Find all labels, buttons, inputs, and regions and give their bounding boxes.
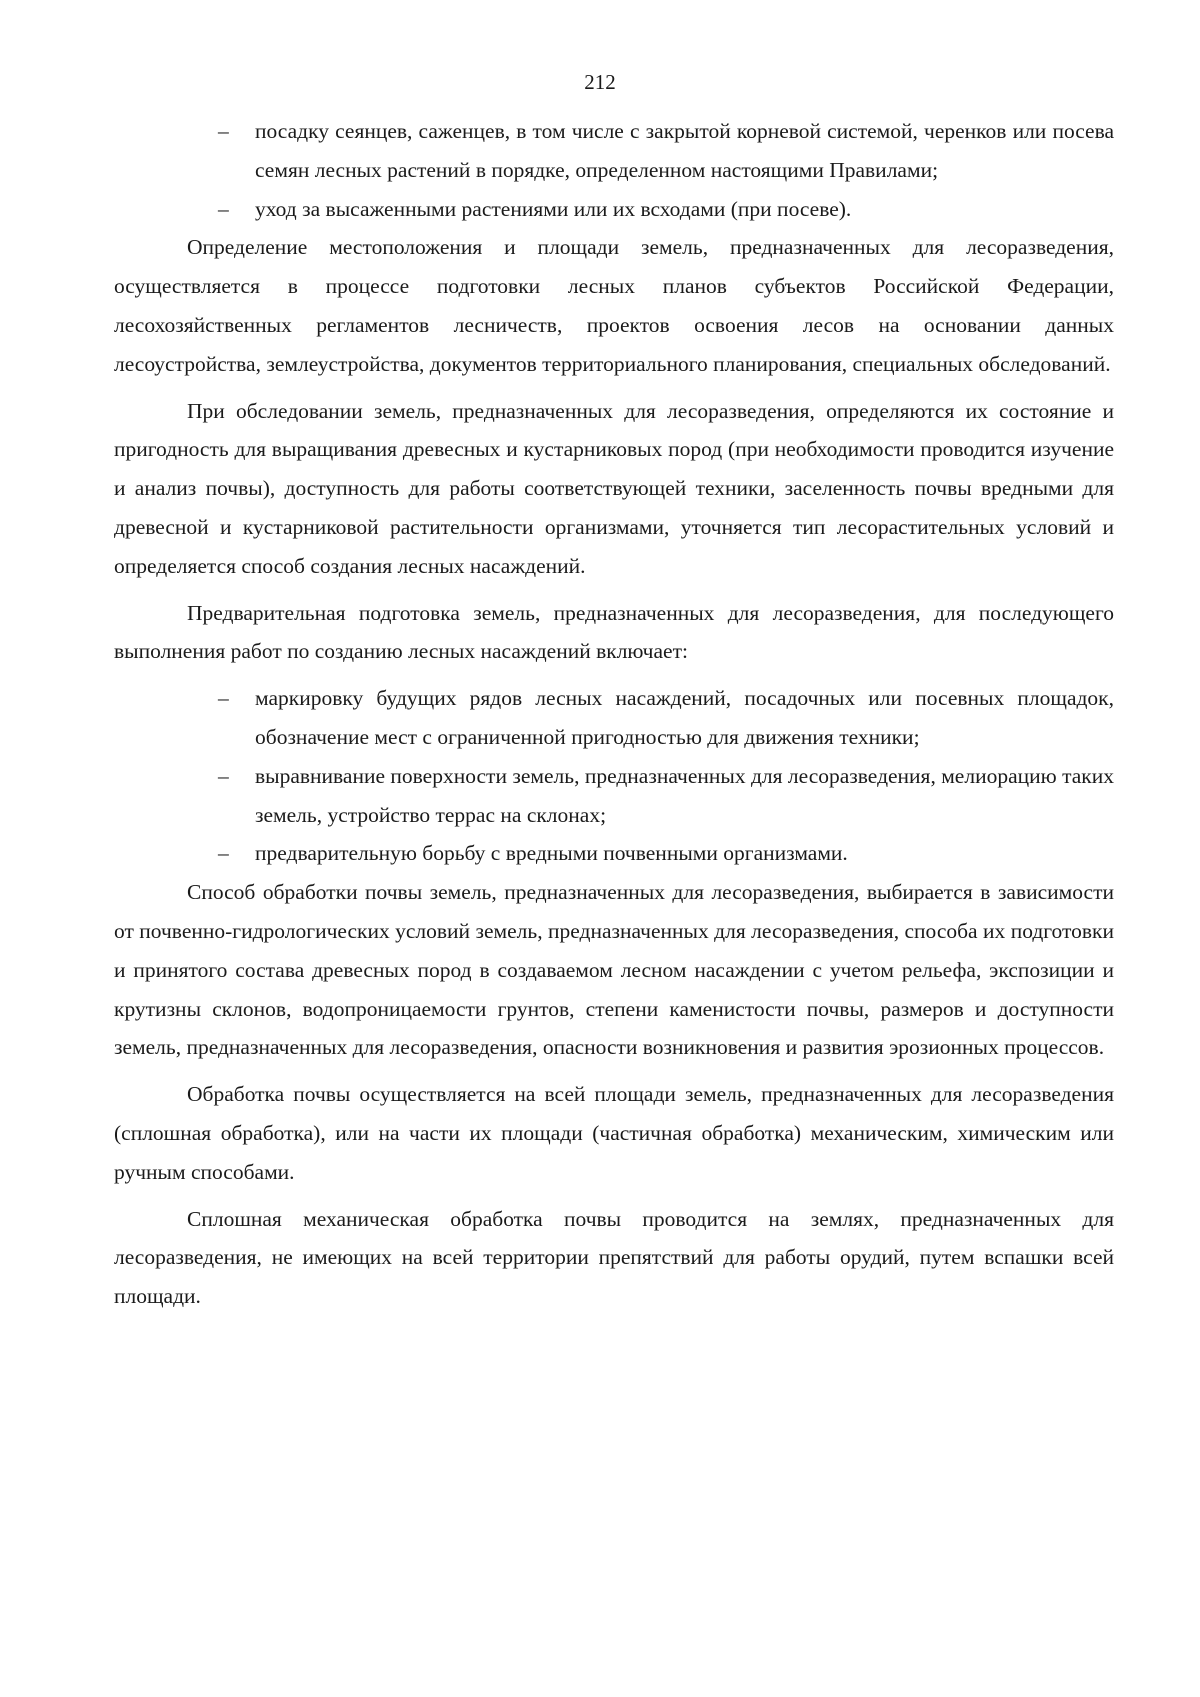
paragraph-location: Определение местоположения и площади земель, предназначенных для лесоразведения, осуществляется в процессе подготовки лесных планов субъектов Российской Федерации, лесохозяйственных регламентов лесничеств, проектов освоения лесов на основании данных лесоустройства, землеустройства, документов территориального планирования, специальных обследований. (114, 235, 1114, 376)
list-item (218, 112, 1114, 190)
page-number: 212 (584, 70, 616, 94)
document-body (114, 112, 1114, 1316)
list-item-text: уход за высаженными растениями или их всходами (при посеве). (255, 196, 852, 221)
list-item (218, 757, 1114, 835)
list-item-text: предварительную борьбу с вредными почвенными организмами. (255, 841, 848, 866)
paragraph-survey: При обследовании земель, предназначенных для лесоразведения, определяются их состояние и пригодность для выращивания древесных и кустарниковых пород (при необходимости проводится изучение и анализ почвы), доступность для работы соответствующей техники, заселенность почвы вредными для древесной и кустарниковой растительности организмами, уточняется тип лесорастительных условий и определяется способ создания лесных насаждений. (114, 398, 1114, 578)
paragraph-soil-method: Способ обработки почвы земель, предназначенных для лесоразведения, выбирается в зависимости от почвенно-гидрологических условий земель, предназначенных для лесоразведения, способа их подготовки и принятого состава древесных пород в создаваемом лесном насаждении с учетом рельефа, экспозиции и крутизны склонов, водопроницаемости грунтов, степени каменистости почвы, размеров и доступности земель, предназначенных для лесоразведения, опасности возникновения и развития эрозионных процессов. (114, 880, 1114, 1060)
planting-list (114, 112, 1114, 228)
preparation-list (114, 679, 1114, 873)
paragraph-mechanical-treatment: Сплошная механическая обработка почвы проводится на землях, предназначенных для лесоразведения, не имеющих на всей территории препятствий для работы орудий, путем вспашки всей площади. (114, 1206, 1114, 1309)
dash-bullet: – (218, 763, 229, 788)
dash-bullet: – (218, 686, 229, 711)
paragraph-soil-treatment: Обработка почвы осуществляется на всей площади земель, предназначенных для лесоразведения (сплошная обработка), или на части их площади (частичная обработка) механическим, химическим или ручным способами. (114, 1082, 1114, 1184)
list-item-text: посадку сеянцев, саженцев, в том числе с закрытой корневой системой, черенков или посева семян лесных растений в порядке, определенном настоящими Правилами; (255, 119, 1114, 182)
dash-bullet: – (218, 196, 229, 221)
list-item-text: маркировку будущих рядов лесных насаждений, посадочных или посевных площадок, обозначение мест с ограниченной пригодностью для движения техники; (255, 686, 1114, 749)
list-item (218, 834, 1114, 873)
list-item (218, 679, 1114, 757)
list-item-text: выравнивание поверхности земель, предназначенных для лесоразведения, мелиорацию таких земель, устройство террас на склонах; (255, 763, 1114, 827)
paragraph-preparation: Предварительная подготовка земель, предназначенных для лесоразведения, для последующего выполнения работ по созданию лесных насаждений включает: (114, 600, 1114, 664)
dash-bullet: – (218, 119, 229, 143)
list-item (218, 190, 1114, 229)
dash-bullet: – (218, 841, 229, 866)
